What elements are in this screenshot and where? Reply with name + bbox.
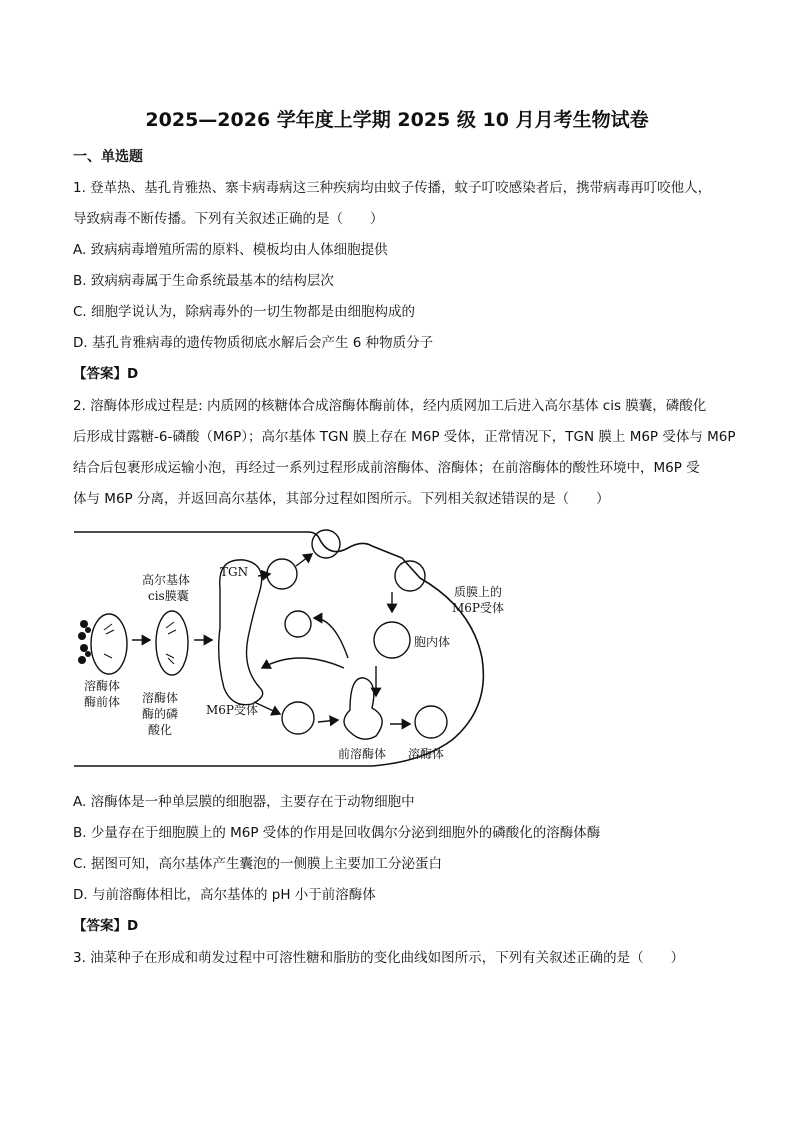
label-lysosome: 溶酶体	[408, 747, 445, 761]
precursor-vesicle	[91, 614, 127, 674]
q1-option-a: A. 致病病毒增殖所需的原料、模板均由人体细胞提供	[73, 242, 388, 258]
section-heading: 一、单选题	[73, 149, 143, 165]
q1-stem-line-1: 1. 登革热、基孔肯雅热、寨卡病毒病这三种疾病均由蚊子传播，蚊子叮咬感染者后，携带病毒再叮咬他人，	[73, 180, 712, 196]
q2-option-a: A. 溶酶体是一种单层膜的细胞器，主要存在于动物细胞中	[73, 794, 415, 810]
label-m6p-receptor: M6P受体	[206, 703, 258, 717]
q2-stem-line-1: 2. 溶酶体形成过程是: 内质网的核糖体合成溶酶体酶前体，经内质网加工后进入高尔基体 cis 膜囊，磷酸化	[73, 398, 707, 414]
cis-golgi-vesicle	[156, 611, 188, 675]
vesicle-budding	[312, 530, 340, 558]
label-phos-2: 酶的磷	[142, 707, 179, 721]
label-tgn: TGN	[220, 565, 249, 579]
q2-stem-line-3: 结合后包裹形成运输小泡，再经过一系列过程形成前溶酶体、溶酶体；在前溶酶体的酸性环境中，M6P 受	[73, 460, 700, 476]
q1-option-c: C. 细胞学说认为，除病毒外的一切生物都是由细胞构成的	[73, 304, 416, 320]
exam-title: 2025—2026 学年度上学期 2025 级 10 月月考生物试卷	[145, 109, 649, 131]
q2-stem-line-2: 后形成甘露糖-6-磷酸（M6P）；高尔基体 TGN 膜上存在 M6P 受体，正常情况下，TGN 膜上 M6P 受体与 M6P	[73, 429, 736, 445]
endosome-vesicle	[374, 622, 410, 658]
label-precursor-2: 酶前体	[84, 695, 121, 709]
q1-option-d: D. 基孔肯雅病毒的遗传物质彻底水解后会产生 6 种物质分子	[73, 335, 434, 351]
q1-stem-line-2: 导致病毒不断传播。下列有关叙述正确的是（ ）	[73, 211, 384, 227]
label-cis-1: 高尔基体	[142, 573, 191, 587]
label-prelysosome: 前溶酶体	[338, 747, 387, 761]
label-phos-3: 酸化	[148, 723, 173, 737]
q2-option-b: B. 少量存在于细胞膜上的 M6P 受体的作用是回收偶尔分泌到细胞外的磷酸化的溶酶体酶	[73, 825, 601, 841]
q2-option-c: C. 据图可知，高尔基体产生囊泡的一侧膜上主要加工分泌蛋白	[73, 856, 443, 872]
label-phos-1: 溶酶体	[142, 691, 179, 705]
vesicle-top	[267, 559, 297, 589]
q1-option-b: B. 致病病毒属于生命系统最基本的结构层次	[73, 273, 334, 289]
vesicle-empty	[285, 611, 311, 637]
ribosome-dots	[78, 620, 91, 664]
lysosome-vesicle	[415, 706, 447, 738]
label-precursor-1: 溶酶体	[84, 679, 121, 693]
tgn-bud-vesicle	[282, 702, 314, 734]
lysosome-formation-diagram	[72, 518, 512, 780]
label-membrane-1: 质膜上的	[454, 585, 503, 599]
q3-stem-line-1: 3. 油菜种子在形成和萌发过程中可溶性糖和脂肪的变化曲线如图所示，下列有关叙述正确的是（ ）	[73, 950, 685, 966]
vesicle-membrane	[395, 561, 425, 591]
q2-option-d: D. 与前溶酶体相比，高尔基体的 pH 小于前溶酶体	[73, 887, 376, 903]
q1-answer: 【答案】D	[73, 366, 139, 382]
q2-answer: 【答案】D	[73, 918, 139, 934]
label-cis-2: cis膜囊	[148, 589, 189, 603]
label-endosome: 胞内体	[414, 635, 451, 649]
tgn-membrane	[219, 560, 263, 705]
q2-stem-line-4: 体与 M6P 分离，并返回高尔基体，其部分过程如图所示。下列相关叙述错误的是（ ）	[73, 491, 610, 507]
label-membrane-2: M6P受体	[452, 601, 504, 615]
